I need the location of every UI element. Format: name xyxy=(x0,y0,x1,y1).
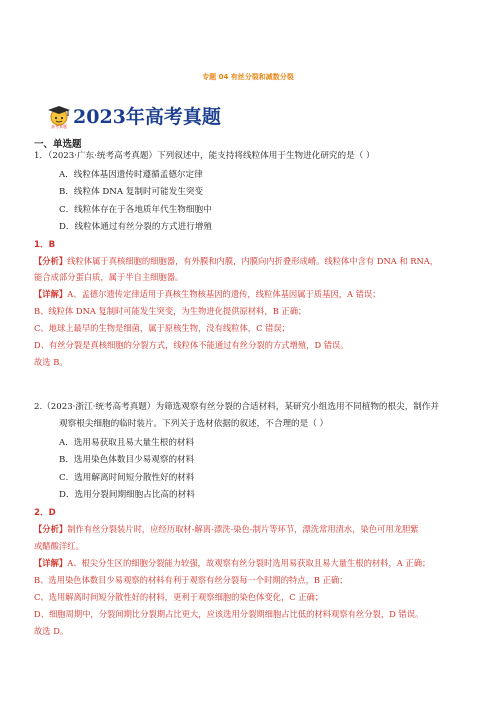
q2-option-d: D．选用分裂间期细胞占比高的材料 xyxy=(59,490,195,500)
q1-analysis-line2: 能合成部分蛋白质，属于半自主细胞器。 xyxy=(34,272,184,282)
q2-stem-line2: 观察根尖细胞的临时装片。下列关于选材依据的叙述，不合理的是（ ） xyxy=(59,419,329,429)
q2-analysis-line2: 或醋酸洋红。 xyxy=(34,541,84,551)
q2-stem-line1: 2.（2023·浙江·统考高考真题）为筛选观察有丝分裂的合适材料，某研究小组选用不同植物的根尖，制作并 xyxy=(34,402,440,412)
q1-detail-line4: D、有丝分裂是真核细胞的分裂方式，线粒体不能通过有丝分裂的方式增殖，D 错误。 xyxy=(34,340,349,350)
q1-option-a: A．线粒体基因遗传时遵循孟德尔定律 xyxy=(59,170,203,180)
q1-stem: 1．（2023·广东·统考高考真题）下列叙述中，能支持将线粒体用于生物进化研究的是（ ） xyxy=(34,151,375,161)
q1-option-d: D．线粒体通过有丝分裂的方式进行增殖 xyxy=(59,222,212,232)
q1-conclusion: 故选 B。 xyxy=(34,357,68,367)
q2-conclusion: 故选 D。 xyxy=(34,626,69,636)
q2-option-c: C．选用解离时间短分散性好的材料 xyxy=(59,473,195,483)
q1-option-b: B．线粒体 DNA 复制时可能发生突变 xyxy=(59,187,204,197)
q1-analysis-line1: 【分析】线粒体属于真核细胞的细胞器，有外膜和内膜，内膜向内折叠形成嵴。线粒体中含有 DNA 和 RNA， xyxy=(34,256,439,266)
q2-answer: 2．D xyxy=(34,508,56,518)
q2-detail-line3: C、选用解离时间短分散性好的材料，更利于观察细胞的染色体变化，C 正确； xyxy=(34,592,324,602)
q2-detail-line1: 【详解】A、根尖分生区的细胞分裂能力较强，故观察有丝分裂时选用易获取且易大量生根的材料，A 正确； xyxy=(34,558,431,568)
q1-detail-line1: 【详解】A、孟德尔遗传定律适用于真核生物核基因的遗传，线粒体基因属于质基因，A 错误； xyxy=(34,289,381,299)
section-title: 2023年高考真题 xyxy=(73,106,221,128)
page-title: 专题 04 有丝分裂和减数分裂 xyxy=(202,73,294,81)
graduation-cap-badge-icon xyxy=(46,103,72,129)
q1-detail-line3: C、地球上最早的生物是细菌，属于原核生物，没有线粒体，C 错误； xyxy=(34,323,290,333)
q1-detail-line2: B、线粒体 DNA 复制时可能发生突变，为生物进化提供原材料，B 正确； xyxy=(34,306,307,316)
q1-answer: 1．B xyxy=(34,240,56,250)
q1-option-c: C．线粒体存在于各地质年代生物细胞中 xyxy=(59,205,212,215)
q2-detail-line4: D、细胞周期中，分裂间期比分裂期占比更大，应该选用分裂期细胞占比低的材料观察有丝分裂，D 错误。 xyxy=(34,609,424,619)
svg-text:真考真题: 真考真题 xyxy=(51,124,67,129)
q2-option-a: A．选用易获取且易大量生根的材料 xyxy=(59,438,195,448)
q2-detail-line2: B、选用染色体数目少易观察的材料有利于观察有丝分裂每一个时期的特点，B 正确； xyxy=(34,575,348,585)
part-heading: 一、单选题 xyxy=(34,139,82,150)
q2-option-b: B．选用染色体数目少易观察的材料 xyxy=(59,455,195,465)
q2-analysis-line1: 【分析】制作有丝分裂装片时，应经历取材-解离-漂洗-染色-制片等环节，漂洗常用清水，染色可用龙胆紫 xyxy=(34,524,419,534)
